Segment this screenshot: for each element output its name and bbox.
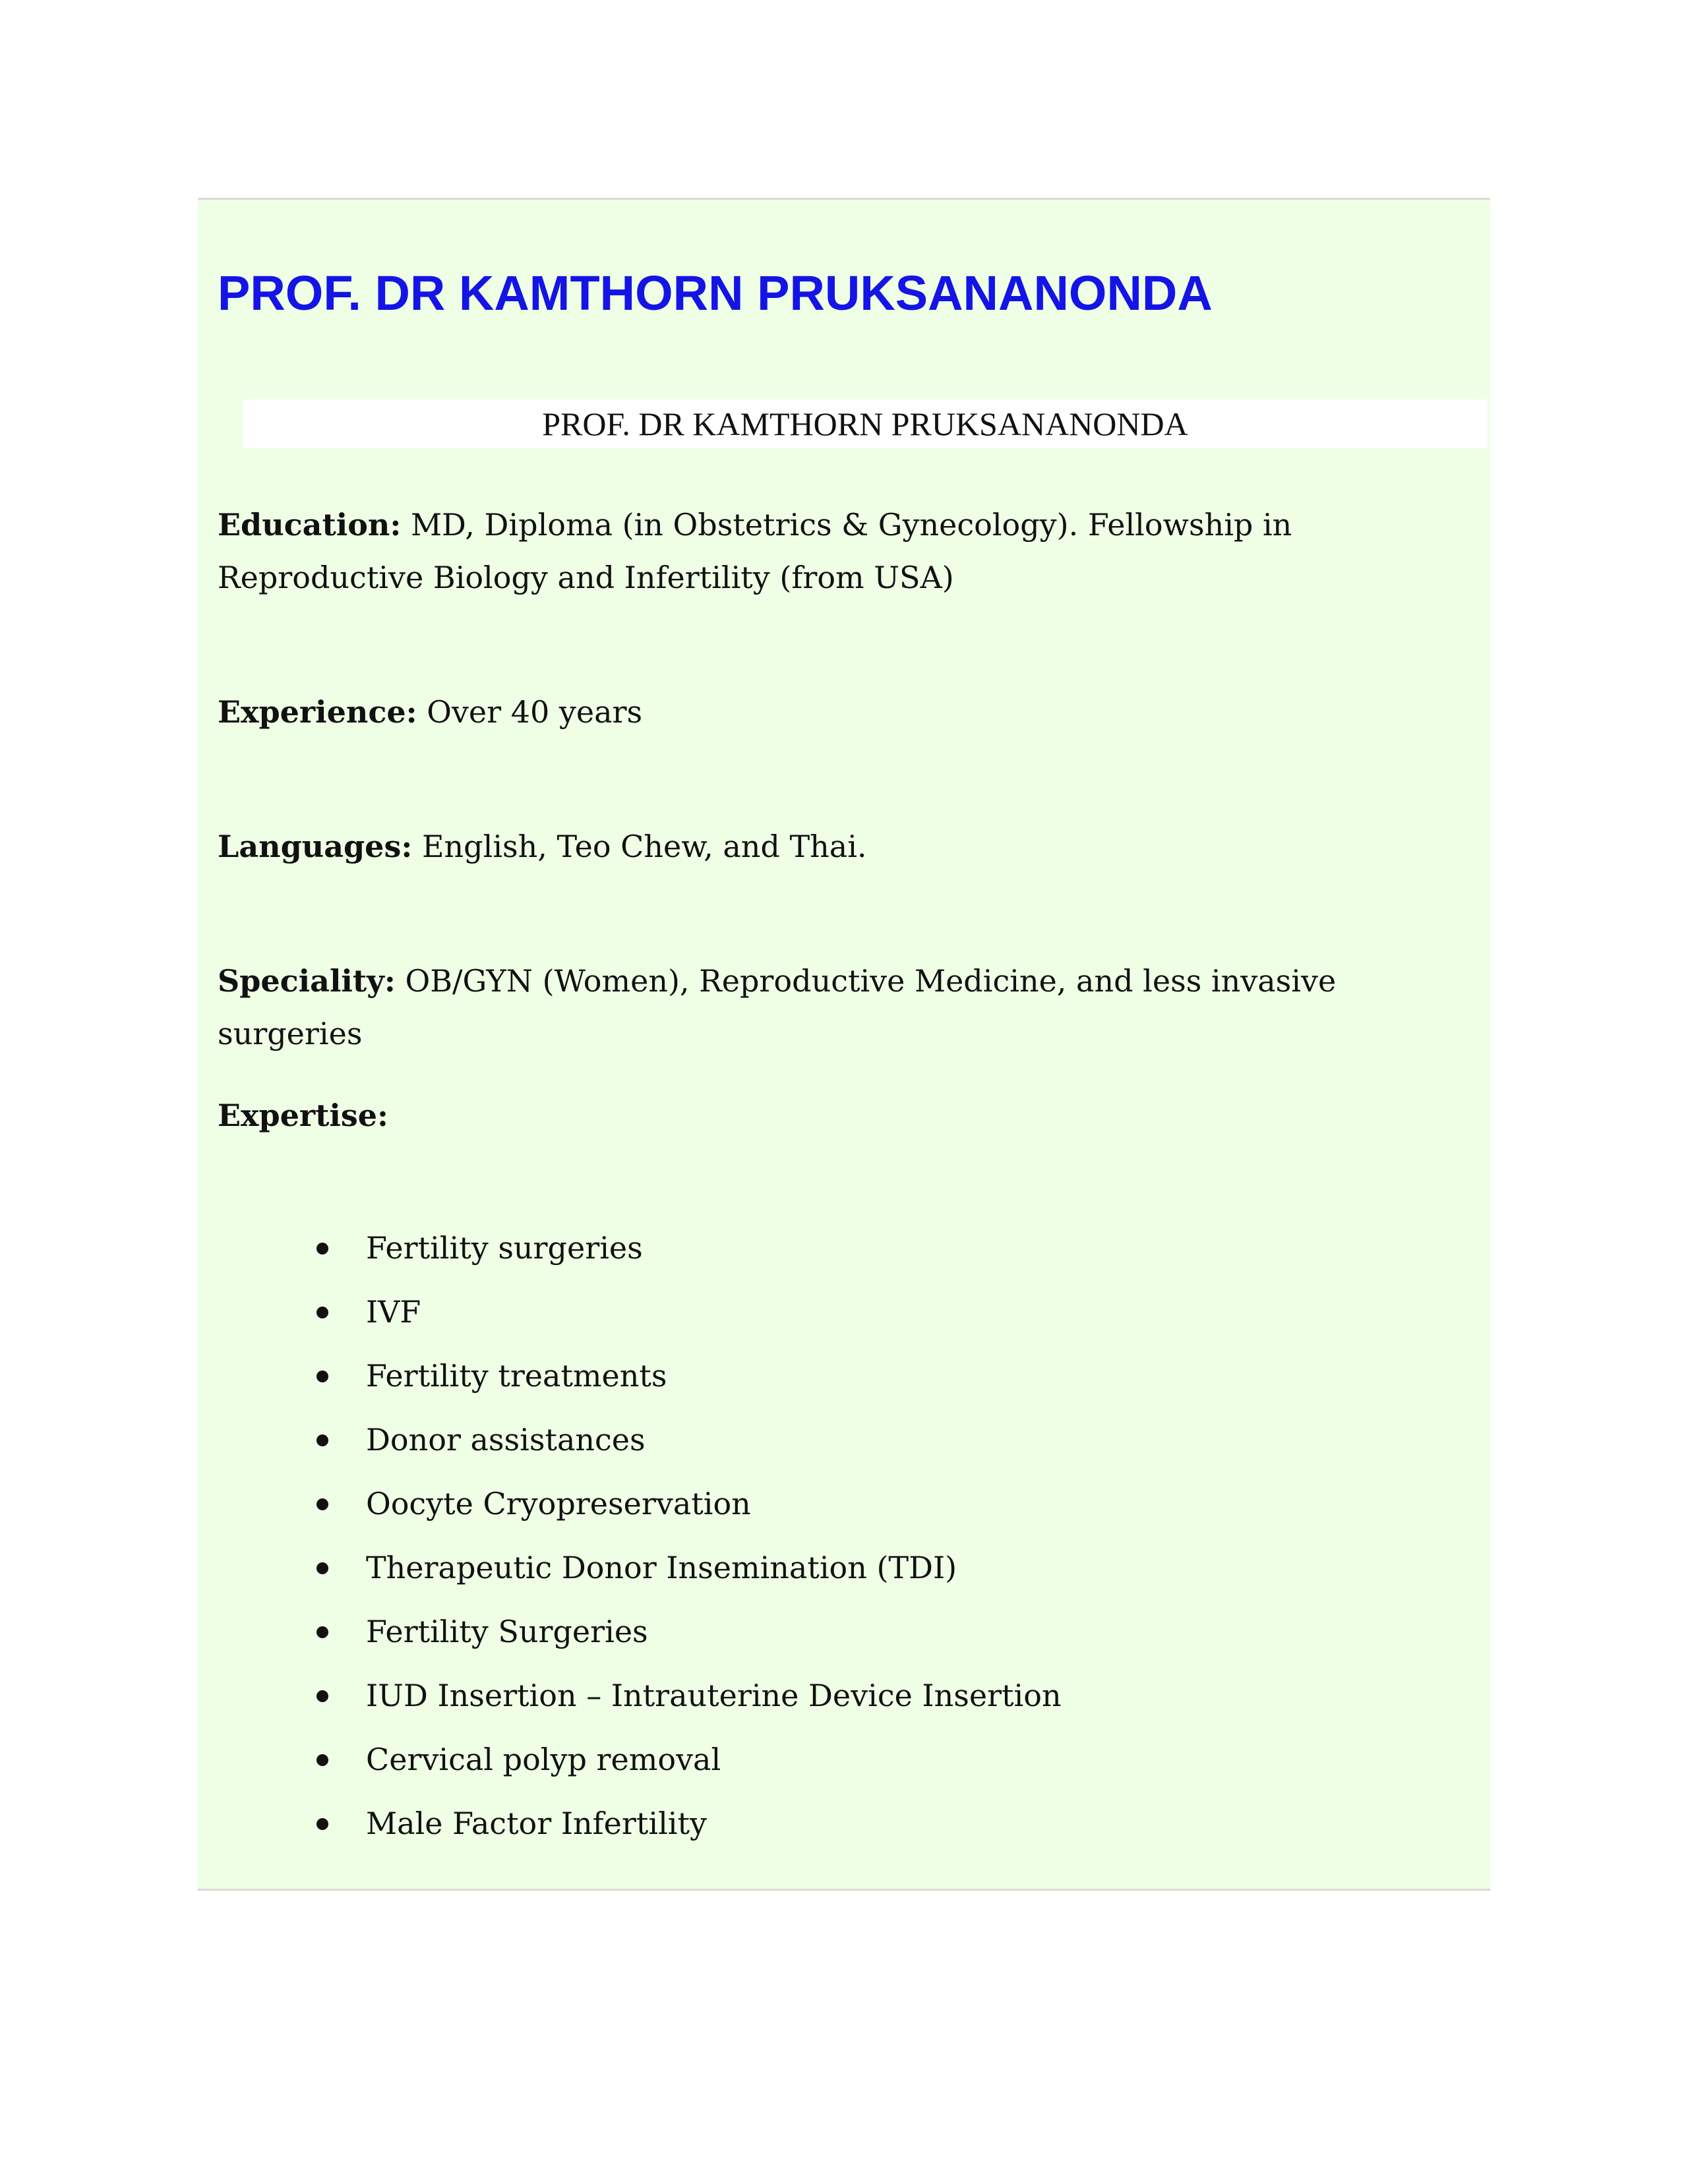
expertise-item: Male Factor Infertility: [0, 1792, 1187, 1856]
experience-field: [218, 686, 1470, 738]
speciality-field: [218, 955, 1470, 1060]
bullet-icon: [316, 1626, 328, 1638]
bullet-icon: [316, 1307, 328, 1318]
bullet-icon: [316, 1818, 328, 1830]
bullet-icon: [316, 1690, 328, 1702]
bullet-icon: [316, 1371, 328, 1382]
education-field: [218, 498, 1470, 604]
education-label: Education:: [218, 507, 402, 543]
bullet-icon: [316, 1243, 328, 1254]
expertise-field: [218, 1089, 1470, 1142]
expertise-item: IVF: [0, 1280, 1187, 1344]
bullet-icon: [316, 1498, 328, 1510]
doctor-name-heading: PROF. DR KAMTHORN PRUKSANANONDA: [218, 266, 1213, 320]
expertise-item: Fertility surgeries: [0, 1216, 1187, 1280]
experience-value: Over 40 years: [427, 694, 643, 730]
speciality-value: OB/GYN (Women), Reproductive Medicine, and less invasive surgeries: [218, 963, 1337, 1051]
expertise-item: Therapeutic Donor Insemination (TDI): [0, 1536, 1187, 1600]
languages-value: English, Teo Chew, and Thai.: [421, 829, 867, 864]
languages-field: [218, 820, 1470, 873]
image-caption: PROF. DR KAMTHORN PRUKSANANONDA: [243, 399, 1488, 448]
bullet-icon: [316, 1434, 328, 1446]
experience-label: Experience:: [218, 694, 417, 730]
expertise-item: Oocyte Cryopreservation: [0, 1472, 1187, 1536]
expertise-item: Cervical polyp removal: [0, 1728, 1187, 1792]
bullet-icon: [316, 1562, 328, 1574]
education-value: MD, Diploma (in Obstetrics & Gynecology). Fellowship in Reproductive Biology and Infertility (from USA): [218, 507, 1292, 595]
expertise-item: Donor assistances: [0, 1408, 1187, 1472]
bullet-icon: [316, 1754, 328, 1766]
languages-label: Languages:: [218, 829, 413, 864]
expertise-item: IUD Insertion – Intrauterine Device Insertion: [0, 1664, 1187, 1728]
expertise-label: Expertise:: [218, 1098, 389, 1133]
expertise-item: Fertility treatments: [0, 1344, 1187, 1408]
expertise-item: Fertility Surgeries: [0, 1600, 1187, 1664]
speciality-label: Speciality:: [218, 963, 396, 999]
